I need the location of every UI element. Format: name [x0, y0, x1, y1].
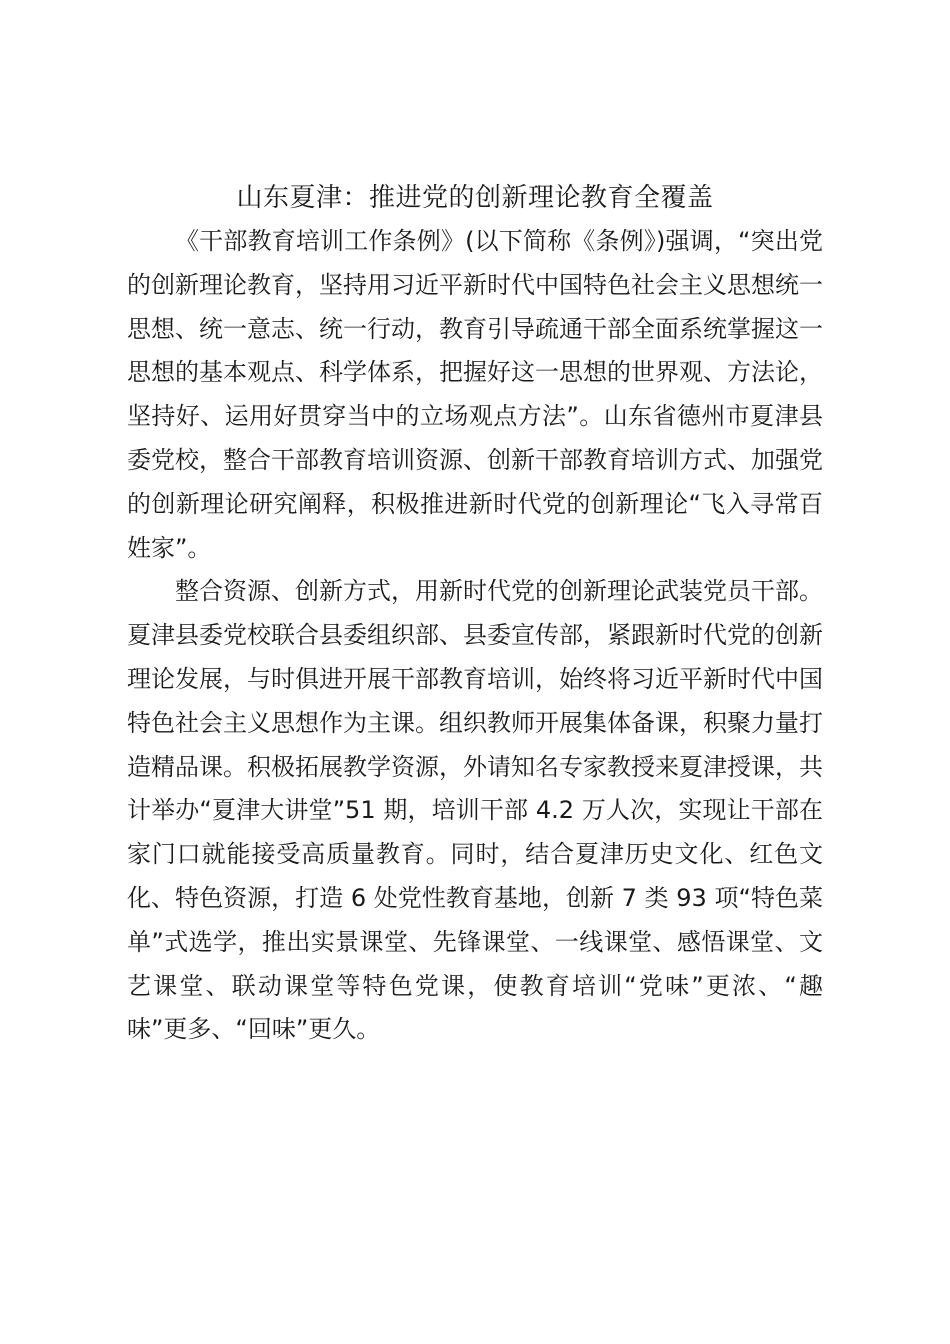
document-title: 山东夏津：推进党的创新理论教育全覆盖: [236, 183, 714, 213]
document-body: [127, 176, 823, 1052]
paragraph-integrate-resources: 整合资源、创新方式，用新时代党的创新理论武装党员干部。夏津县委党校联合县委组织部、县委宣传部，紧跟新时代党的创新理论发展，与时俱进开展干部教育培训，始终将习近平新时代中国特色社会主义思想作为主课。组织教师开展集体备课，积聚力量打造精品课。积极拓展教学资源，外请知名专家教授来夏津授课，共计举办“夏津大讲堂”51 期，培训干部 4.2 万人次，实现让干部在家门口就能接受高质量教育。同时，结合夏津历史文化、红色文化、特色资源，打造 6 处党性教育基地，创新 7 类 93 项“特色菜单”式选学，推出实景课堂、先锋课堂、一线课堂、感悟课堂、文艺课堂、联动课堂等特色党课，使教育培训“党味”更浓、“趣味”更多、“回味”更久。: [127, 577, 823, 1044]
paragraph-intro: 《干部教育培训工作条例》(以下简称《条例》)强调，“突出党的创新理论教育，坚持用习近平新时代中国特色社会主义思想统一思想、统一意志、统一行动，教育引导疏通干部全面系统掌握这一思想的基本观点、科学体系，把握好这一思想的世界观、方法论，坚持好、运用好贯穿当中的立场观点方法”。山东省德州市夏津县委党校，整合干部教育培训资源、创新干部教育培训方式、加强党的创新理论研究阐释，积极推进新时代党的创新理论“飞入寻常百姓家”。: [127, 227, 823, 562]
